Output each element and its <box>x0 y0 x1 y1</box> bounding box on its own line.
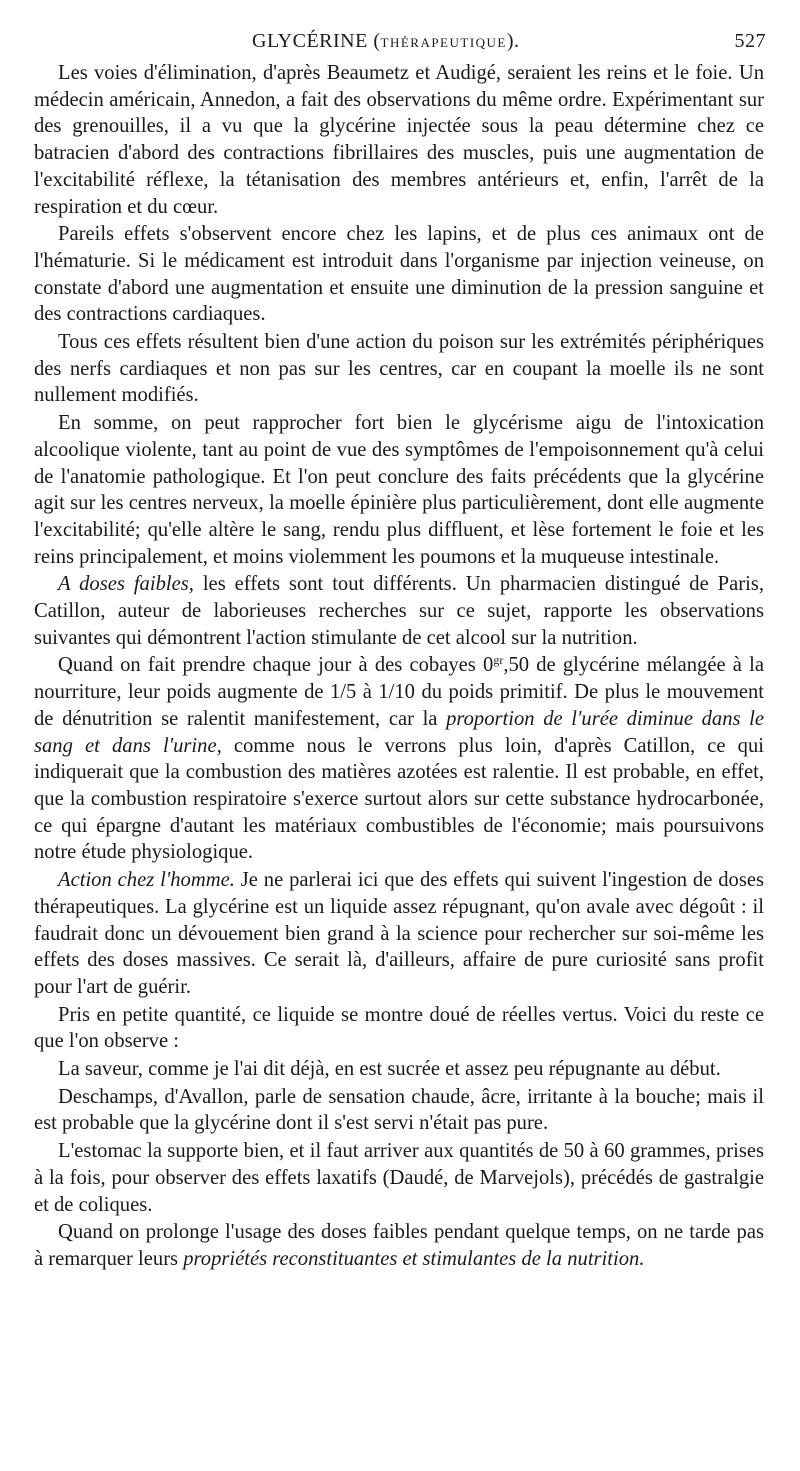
paragraph-cobayes <box>34 652 764 866</box>
paragraph-estomac <box>34 1138 764 1218</box>
paragraph-deschamps <box>34 1084 764 1137</box>
running-title <box>252 30 520 53</box>
body-text <box>34 60 764 1273</box>
paragraph-text: La saveur, comme je l'ai dit déjà, en est sucrée et assez peu répugnante au début. <box>58 1058 721 1081</box>
paragraph-lead-italic: Action chez l'homme. <box>58 869 235 892</box>
running-title-main: GLYCÉRINE <box>252 30 368 52</box>
paragraph-elimination <box>34 60 764 220</box>
paragraph-lead-italic: A doses faibles, <box>58 573 194 596</box>
running-title-open-paren: ( <box>367 30 381 52</box>
paragraph-text-c: comme nous le verrons plus loin, d'après Catillon, ce qui indiquerait que la combustion des matières azotées est ralentie. Il est probable, en effet, que la combustion respiratoire s'exerce surtout alors sur cette substance hydrocarbonée, ce qui épargne d'autant les matériaux combustibles de l'économie; mais poursuivons notre étude physiologique. <box>34 734 764 864</box>
paragraph-text: Je ne parlerai ici que des effets qui suivent l'ingestion de doses thérapeutiques. La glycérine est un liquide assez répugnant, qu'on avale avec dégoût : il faudrait donc un dévouement bien grand à la science pour rechercher sur soi-même les effets des doses massives. Ce serait là, d'ailleurs, affaire de pure curiosité sans profit pour l'art de guérir. <box>34 869 764 998</box>
paragraph-text-b: ,50 de glycérine mélangée à la nourriture, leur poids augmente de 1/5 à 1/10 du poids primitif. De plus le mouvement de dénutrition se ralentit manifestement, car la <box>34 654 764 730</box>
paragraph-text: Les voies d'élimination, d'après Beaumetz et Audigé, seraient les reins et le foie. Un médecin américain, Annedon, a fait des observations du même ordre. Expérimentant sur des grenouilles, il a vu que la glycérine injectée sous la peau détermine chez ce batracien d'abord des contractions fibrillaires des muscles, puis une augmentation de l'excitabilité réflexe, la tétanisation des membres antérieurs et, enfin, l'arrêt de la respiration et du cœur. <box>34 62 764 218</box>
paragraph-text: En somme, on peut rapprocher fort bien le glycérisme aigu de l'intoxication alcoolique violente, tant au point de vue des symptômes de l'empoisonnement qu'à celui de l'anatomie pathologique. Et l'on peut conclure des faits précédents que la glycérine agit sur les centres nerveux, la moelle épinière plus particulièrement, dont elle augmente l'excitabilité; qu'elle altère le sang, rendu plus diffluent, et lèse fortement le foie et les reins principalement, et moins violemment les poumons et la muqueuse intestinale. <box>34 412 764 568</box>
paragraph-prolonge <box>34 1219 764 1272</box>
paragraph-italic-phrase: propriétés reconstituantes et stimulantes de la nutrition. <box>183 1247 645 1270</box>
paragraph-en-somme <box>34 410 764 570</box>
running-header <box>34 28 764 56</box>
page-number: 527 <box>734 30 766 52</box>
paragraph-text-a: Quand on fait prendre chaque jour à des cobayes 0 <box>58 654 494 677</box>
paragraph-text: les effets sont tout différents. Un pharmacien distingué de Paris, Catillon, auteur de laborieuses recherches sur ce sujet, rapporte les observations suivantes qui démontrent l'action stimulante de cet alcool sur la nutrition. <box>34 573 764 649</box>
running-title-close-paren: ). <box>506 30 520 52</box>
paragraph-petite-quantite <box>34 1002 764 1055</box>
running-title-subtitle: THÉRAPEUTIQUE <box>380 35 507 50</box>
paragraph-action-homme <box>34 867 764 1001</box>
paragraph-text: Pareils effets s'observent encore chez les lapins, et de plus ces animaux ont de l'hématurie. Si le médicament est introduit dans l'organisme par injection veineuse, on constate d'abord une augmentation et ensuite une diminution de la pression sanguine et des contractions cardiaques. <box>34 223 764 326</box>
paragraph-text: Quand on prolonge l'usage des doses faibles pendant quelque temps, on ne tarde pas à remarquer leurs <box>34 1221 764 1270</box>
paragraph-doses-faibles <box>34 571 764 651</box>
paragraph-lapins <box>34 221 764 328</box>
paragraph-extremites <box>34 329 764 409</box>
paragraph-italic-phrase: proportion de l'urée diminue dans le sang et dans l'urine, <box>34 707 765 757</box>
unit-superscript: gr <box>493 653 504 668</box>
book-page <box>34 28 764 1274</box>
paragraph-text: Deschamps, d'Avallon, parle de sensation chaude, âcre, irritante à la bouche; mais il est probable que la glycérine dont il s'est servi n'était pas pure. <box>34 1085 764 1135</box>
paragraph-text: L'estomac la supporte bien, et il faut arriver aux quantités de 50 à 60 grammes, prises à la fois, pour observer des effets laxatifs (Daudé, de Marvejols), précédés de gastralgie et de coliques. <box>34 1140 764 1216</box>
paragraph-text: Tous ces effets résultent bien d'une action du poison sur les extrémités périphériques des nerfs cardiaques et non pas sur les centres, car en coupant la moelle ils ne sont nullement modifiés. <box>34 331 764 407</box>
paragraph-text: Pris en petite quantité, ce liquide se montre doué de réelles vertus. Voici du reste ce que l'on observe : <box>34 1003 764 1053</box>
paragraph-saveur <box>34 1056 764 1083</box>
